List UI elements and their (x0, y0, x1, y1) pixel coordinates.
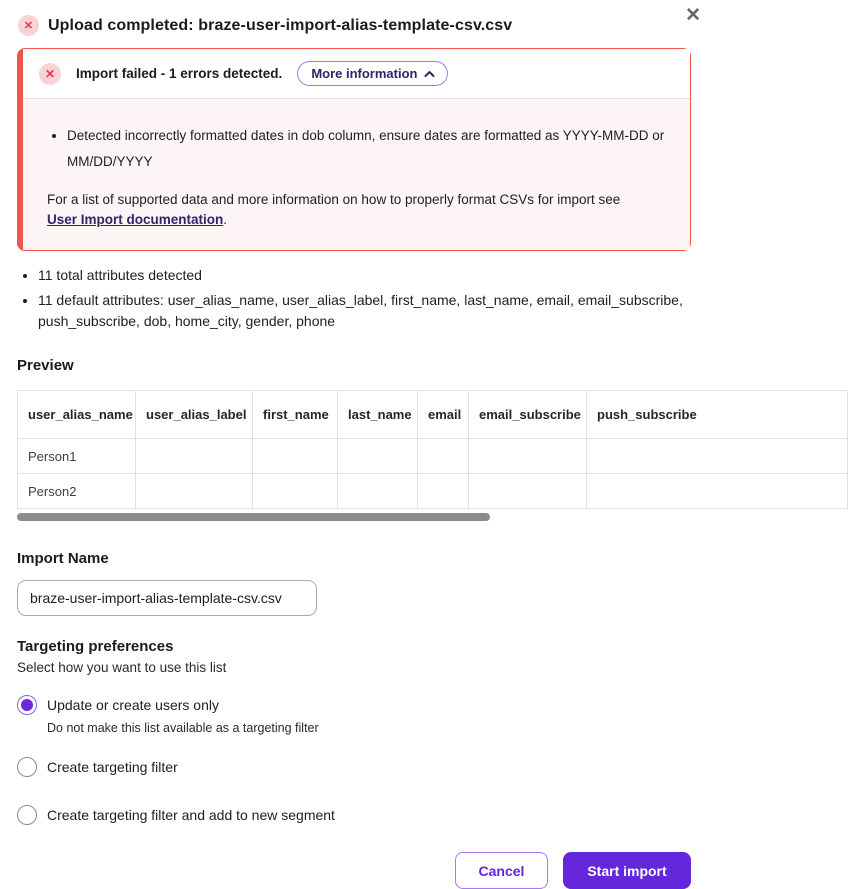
user-import-documentation-link[interactable]: User Import documentation (47, 211, 224, 227)
table-cell (253, 439, 338, 474)
spacer (17, 783, 715, 805)
table-header-row (18, 391, 848, 439)
dialog-header (0, 0, 715, 36)
targeting-preferences-subheading: Select how you want to use this list (17, 660, 227, 676)
cancel-button[interactable]: Cancel (455, 852, 548, 889)
table-body (18, 439, 848, 509)
summary-item: • 11 total attributes detected (38, 265, 683, 285)
table-column-header: user_alias_label (136, 391, 253, 439)
targeting-option-3[interactable] (17, 805, 715, 825)
targeting-option-1[interactable] (17, 695, 715, 715)
spacer (17, 735, 715, 757)
horizontal-scrollbar[interactable] (17, 513, 490, 521)
table-cell (136, 474, 253, 509)
alert-error-item: • Detected incorrectly formatted dates in dob column, ensure dates are formatted as YYYY-MM-DD or MM/DD/YYYY (67, 123, 666, 176)
radio-unselected-icon[interactable] (17, 805, 37, 825)
chevron-up-icon (424, 70, 435, 78)
import-error-alert (17, 48, 691, 251)
targeting-option-description: Do not make this list available as a targeting filter (47, 721, 319, 736)
error-icon: ✕ (18, 15, 39, 36)
targeting-option-label: Update or create users only (47, 697, 219, 714)
attributes-summary-list (17, 265, 683, 331)
table-cell (338, 439, 418, 474)
targeting-option-label: Create targeting filter (47, 759, 178, 776)
start-import-button[interactable]: Start import (563, 852, 691, 889)
import-name-input[interactable] (17, 580, 317, 616)
table-row (18, 439, 848, 474)
table-column-header: first_name (253, 391, 338, 439)
table-column-header: push_subscribe (587, 391, 848, 439)
alert-footer-line: For a list of supported data and more information on how to properly format CSVs for import see (47, 191, 621, 207)
table-cell (418, 474, 469, 509)
table-row (18, 474, 848, 509)
attributes-summary (17, 265, 715, 331)
radio-unselected-icon[interactable] (17, 757, 37, 777)
table-cell (587, 439, 848, 474)
table-column-header: last_name (338, 391, 418, 439)
import-name-heading: Import Name (17, 550, 109, 568)
summary-item: • 11 default attributes: user_alias_name, user_alias_label, first_name, last_name, email, email_subscribe, push_subscribe, dob, home_city, gender, phone (38, 290, 683, 331)
preview-table-container (17, 390, 715, 509)
targeting-options-group (17, 695, 715, 825)
close-icon[interactable]: ✕ (685, 5, 701, 26)
table-cell (136, 439, 253, 474)
table-column-header: user_alias_name (18, 391, 136, 439)
dialog-footer (0, 852, 691, 889)
alert-header (23, 49, 690, 98)
table-cell (338, 474, 418, 509)
table-cell: Person2 (18, 474, 136, 509)
targeting-option-2[interactable] (17, 757, 715, 777)
table-column-header: email_subscribe (469, 391, 587, 439)
table-cell (253, 474, 338, 509)
error-icon: ✕ (39, 63, 61, 85)
targeting-preferences-heading: Targeting preferences (17, 638, 174, 656)
table-cell (587, 474, 848, 509)
dialog-title: Upload completed: braze-user-import-alias-template-csv.csv (48, 16, 513, 34)
table-cell (418, 439, 469, 474)
radio-selected-icon[interactable] (17, 695, 37, 715)
preview-heading: Preview (17, 357, 74, 375)
table-column-header: email (418, 391, 469, 439)
more-information-button[interactable] (297, 61, 448, 86)
targeting-option-label: Create targeting filter and add to new segment (47, 807, 335, 824)
alert-status-text: Import failed - 1 errors detected. (76, 66, 283, 81)
alert-footer-text (47, 190, 666, 231)
table-cell (469, 439, 587, 474)
table-cell (469, 474, 587, 509)
preview-table (17, 390, 848, 509)
table-cell: Person1 (18, 439, 136, 474)
alert-error-list (47, 123, 666, 176)
alert-body (23, 98, 690, 250)
more-information-label: More information (311, 66, 418, 81)
link-suffix: . (223, 211, 228, 227)
